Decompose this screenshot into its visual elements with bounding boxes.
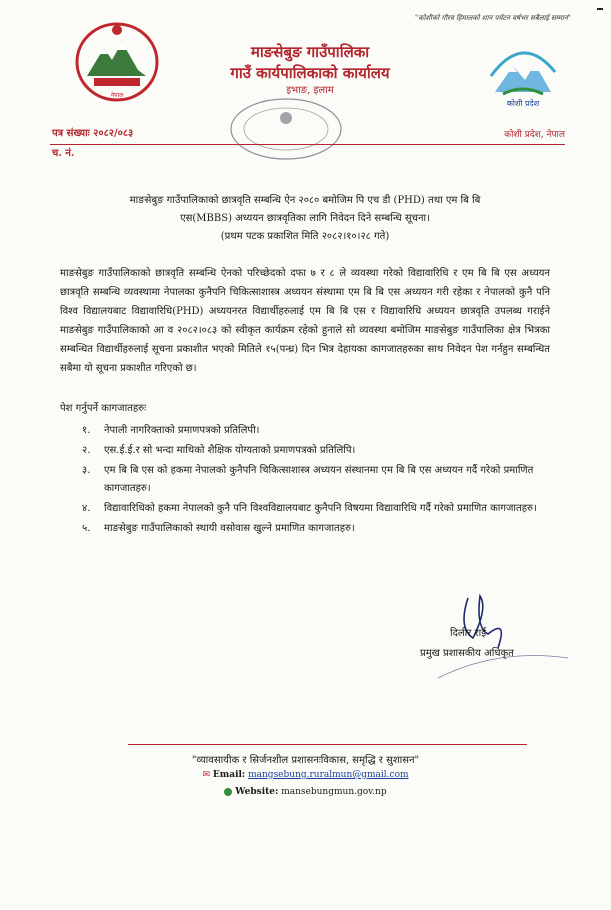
- list-item: १. नेपाली नागरिक्ताको प्रमाणपत्रको प्रतिलिपी।: [82, 425, 260, 436]
- email-link[interactable]: mangsebung.ruralmun@gmail.com: [248, 770, 409, 780]
- footer-website: [0, 787, 611, 797]
- nepal-emblem-icon: [72, 18, 162, 104]
- header-divider: [50, 144, 565, 145]
- list-item: २. एस.ई.ई.र सो भन्दा माथिको शैक्षिक योग्यताको प्रमाणपत्रको प्रतिलिपि।: [82, 445, 356, 456]
- municipality-name: माङसेबुङ गाउँपालिका: [250, 43, 370, 61]
- reference-number: पत्र संख्याः २०८२/०८३: [52, 128, 134, 139]
- signatory-title: प्रमुख प्रशासकीय अधिकृत: [420, 648, 514, 659]
- subject-line-3: (प्रथम पटक प्रकाशित मिति २०८२।१०।२८ गते): [220, 231, 390, 242]
- signatory-name: दिलीर राई: [450, 628, 487, 639]
- list-item: ५. माङसेबुङ गाउँपालिकाको स्थायी वसोवास खुल्ने प्रमाणित कागजातहरु।: [82, 523, 355, 534]
- notice-body: माङसेबुङ गाउँपालिकाको छात्रवृति सम्बन्धि ऐनको परिच्छेदको दफा ७ र ८ ले व्यवस्था गरेको विद्यावारिधि र एम बि बि एस अध्ययन छात्रवृति सम्बन्धि व्यवस्थामा नेपालका कुनैपनि चिकित्साशास्त्र अध्ययन संस्थामा एम बि बि एस अध्ययन गरी रहेका र नेपालको कुनै पनि विश्व विद्यालयबाट विद्यावारिधि(PHD) अध्ययनरत विद्यार्थीहरुलाई एम बि बि एस र विद्यावारिधि अध्ययन छात्रवृति उपलब्ध गराईने माङसेबुङ गाउँपालिकाको आ व २०८२।०८३ को स्वीकृत कार्यक्रम रहेको हुनाले सो व्यवस्था बमोजिम माङसेबुङ गाउँपालिका क्षेत्र भित्रका सम्बन्धित विद्यार्थीहरुलाई सूचना प्रकाशीत भएको मितिले १५(पन्ध्र) दिन भित्र देहायका कागजातहरुका साथ निवेदन पेश गर्नहुन सम्बन्धित सबैमा यो सूचना प्रकाशीत गरिएको छ।: [60, 268, 550, 374]
- office-address: इभाङ, इलाम: [286, 85, 334, 96]
- globe-icon: [224, 788, 232, 796]
- footer-slogan: "व्यावसायीक र सिर्जनशील प्रशासनःविकास, समृद्धि र सुशासन": [191, 755, 420, 766]
- emblem-label: नेपाल: [110, 92, 124, 99]
- signature-icon: [418, 588, 578, 698]
- office-name: गाउँ कार्यपालिकाको कार्यालय: [230, 64, 390, 82]
- top-slogan: "कोशीको गौरव हिमालको शान पर्यटन वर्षभर सबैलाई सम्मान": [414, 14, 571, 22]
- footer-divider: [128, 744, 527, 745]
- corner-mark: [597, 8, 603, 10]
- office-stamp-icon: [226, 96, 346, 162]
- province-logo-label: कोशी प्रदेश: [506, 99, 540, 108]
- koshi-province-logo-icon: [483, 36, 563, 116]
- notice-subject: [70, 192, 540, 246]
- province-name: कोशी प्रदेश, नेपाल: [504, 130, 565, 140]
- letterhead: [150, 42, 470, 98]
- mail-icon: ✉: [202, 770, 210, 780]
- subject-line-2: एस(MBBS) अध्ययन छात्रवृतिका लागि निवेदन दिने सम्बन्धि सूचना।: [180, 213, 430, 224]
- email-label: Email:: [212, 770, 246, 780]
- footer-email: [0, 770, 611, 780]
- documents-heading: पेश गर्नुपर्ने कागजातहरुः: [60, 403, 147, 414]
- subject-line-1: माङसेबुङ गाउँपालिकाको छात्रवृति सम्बन्धि ऐन २०८० बमोजिम पि एच डी (PHD) तथा एम बि बि: [129, 195, 481, 206]
- website-link[interactable]: mansebungmun.gov.np: [281, 787, 387, 797]
- documents-list: [82, 422, 552, 540]
- dispatch-number: च. नं.: [52, 148, 75, 159]
- list-item: ३. एम बि बि एस को हकमा नेपालको कुनैपनि चिकित्साशास्त्र अध्ययन संस्थानमा एम बि बि एस अध्ययन गर्दै गरेको प्रमाणित कागजातहरु।: [82, 465, 534, 494]
- list-item: ४. विद्यावारिधिको हकमा नेपालको कुनै पनि विश्वविद्यालयबाट कुनैपनि विषयमा विद्यावारिधि गर्दै गरेको प्रमाणित कागजातहरु।: [82, 503, 537, 514]
- website-label: Website:: [235, 787, 279, 797]
